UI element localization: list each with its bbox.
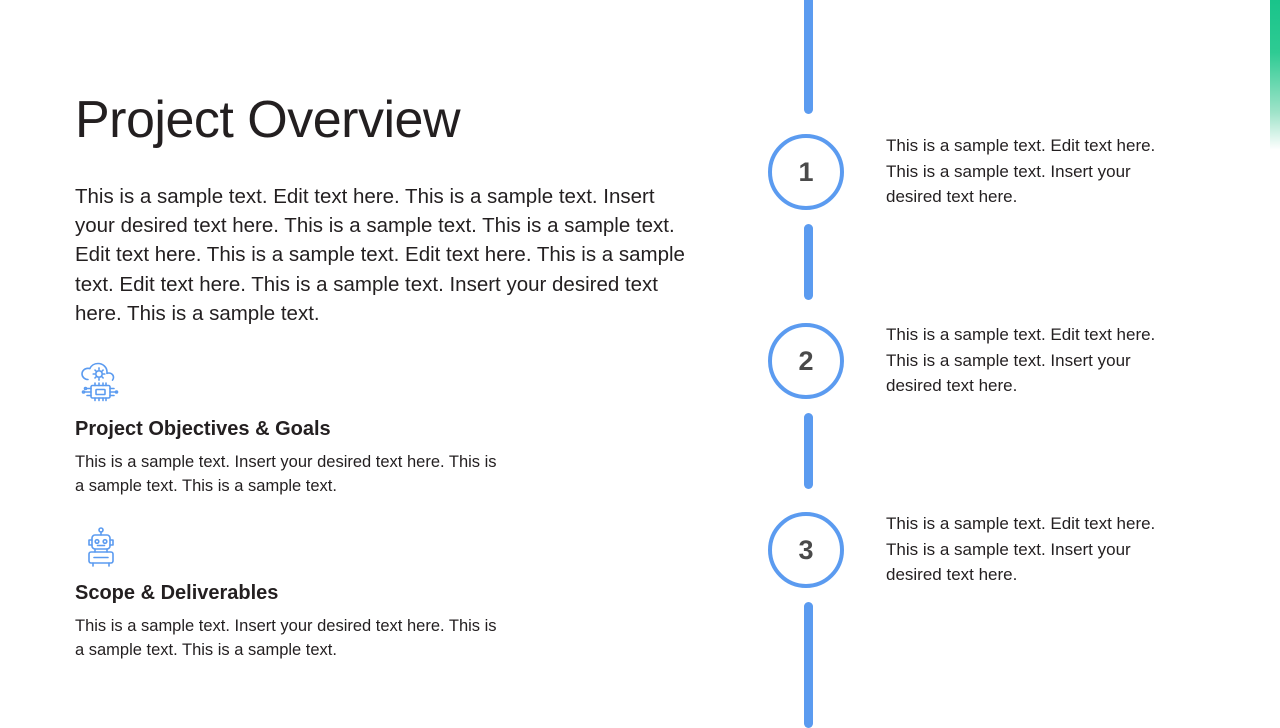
timeline-step-text: This is a sample text. Edit text here. This is a sample text. Insert your desired text here. (886, 325, 1156, 395)
feature-text: This is a sample text. Insert your desired text here. This is a sample text. This is a sample text. (75, 617, 497, 659)
edge-accent-bar (1270, 0, 1280, 150)
timeline-column (740, 0, 1220, 720)
feature-title: Scope & Deliverables (75, 582, 279, 604)
timeline-step-number: 3 (768, 512, 844, 588)
timeline-connector-top (804, 0, 813, 114)
feature-title: Project Objectives & Goals (75, 418, 331, 440)
page-title: Project Overview (75, 91, 460, 149)
timeline-connector-1-2 (804, 224, 813, 300)
timeline-step-2 (740, 323, 1220, 399)
intro-paragraph: This is a sample text. Edit text here. This is a sample text. Insert your desired text here. This is a sample text. This is a sample text. Edit text here. This is a sample text. Edit text here. This is a sample text. Edit text here. This is a sample text. Insert your desired text here. This is a sample text. (75, 185, 685, 325)
timeline-step-text: This is a sample text. Edit text here. This is a sample text. Insert your desired text here. (886, 514, 1156, 584)
feature-block-scope (75, 526, 545, 663)
timeline-connector-bottom (804, 602, 813, 728)
timeline-step-1 (740, 134, 1220, 210)
timeline-connector-2-3 (804, 413, 813, 489)
timeline-step-number: 1 (768, 134, 844, 210)
timeline-step-number: 2 (768, 323, 844, 399)
left-content-column (75, 0, 715, 720)
timeline-step-3 (740, 512, 1220, 588)
robot-icon (75, 526, 127, 568)
feature-text: This is a sample text. Insert your desired text here. This is a sample text. This is a sample text. (75, 453, 497, 495)
feature-block-objectives (75, 362, 545, 499)
timeline-step-text: This is a sample text. Edit text here. This is a sample text. Insert your desired text here. (886, 136, 1156, 206)
cloud-computing-icon (75, 362, 127, 404)
